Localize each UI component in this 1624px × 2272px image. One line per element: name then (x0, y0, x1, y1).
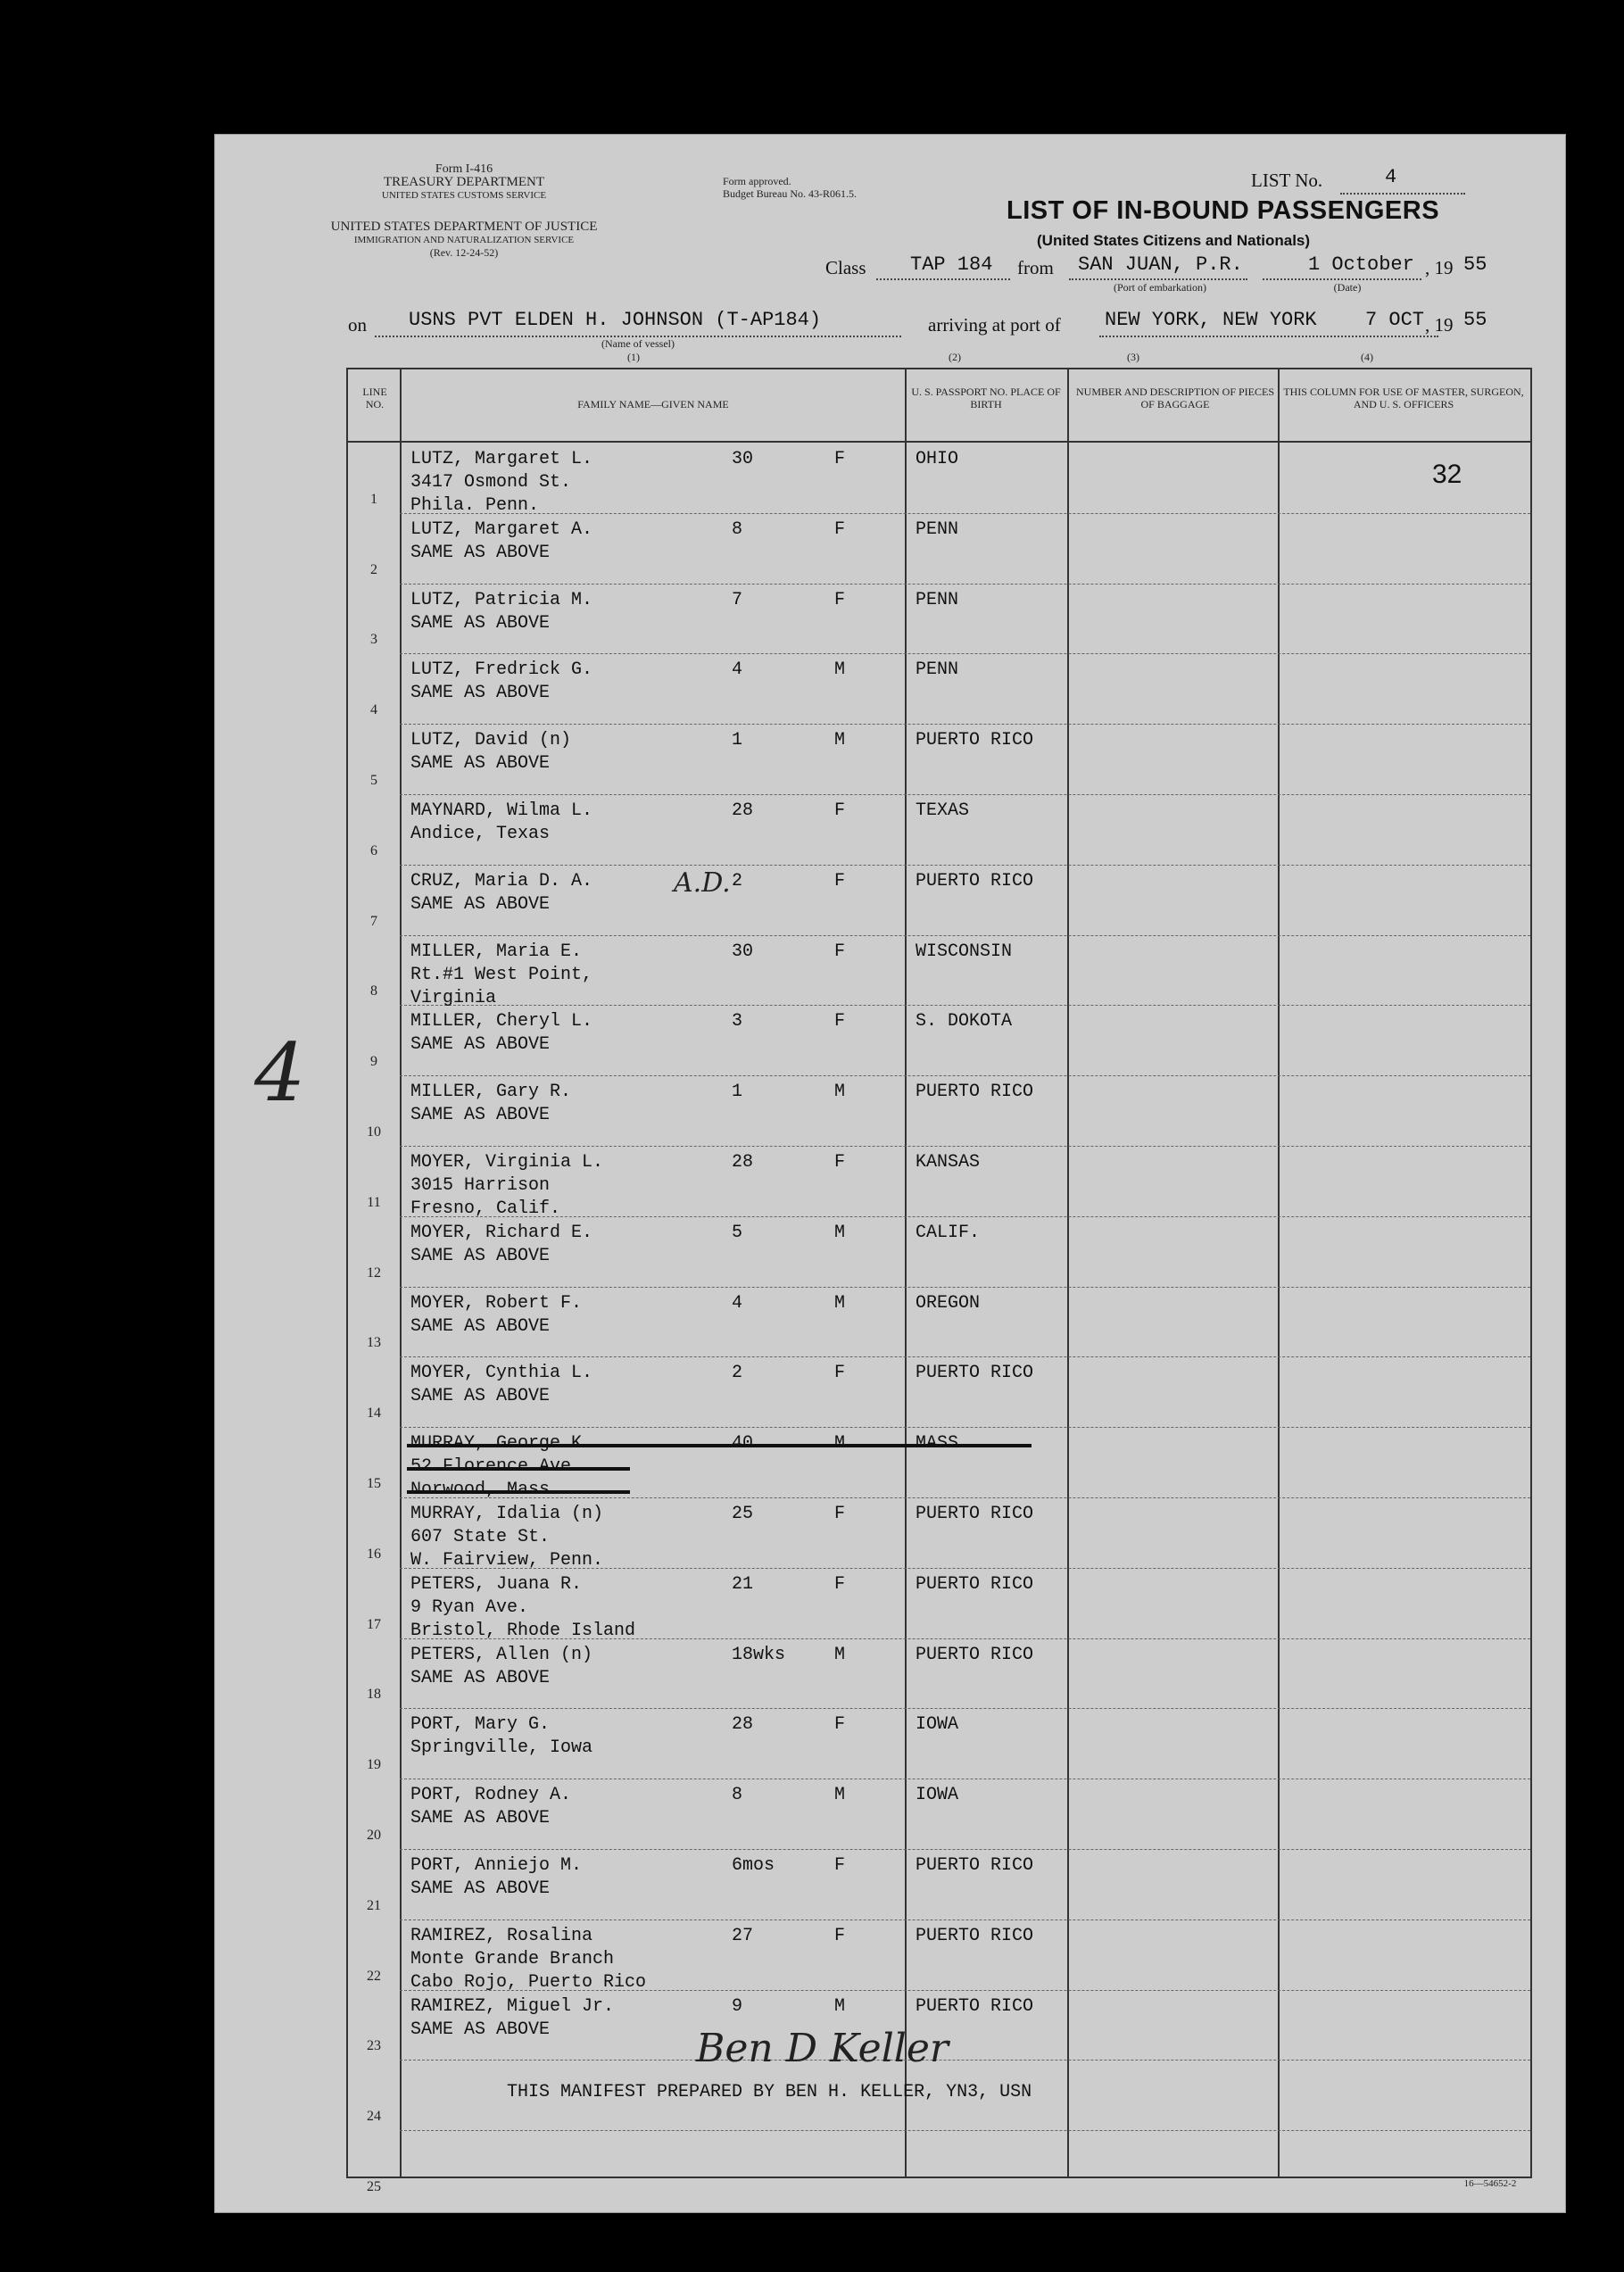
from-line (1069, 278, 1247, 280)
passenger-name (410, 1362, 592, 1408)
passenger-name (410, 1222, 592, 1268)
row-divider (400, 2130, 1530, 2131)
passenger-address: SAME AS ABOVE (410, 542, 551, 563)
passenger-birthplace: PUERTO RICO (916, 1504, 1034, 1524)
passenger-age: 4 (732, 659, 743, 681)
passenger-name (410, 518, 592, 565)
passenger-address: SAME AS ABOVE (410, 1105, 551, 1126)
passenger-age: 25 (732, 1504, 754, 1524)
passenger-address: SAME AS ABOVE (410, 1245, 551, 1266)
passenger-age: 2 (732, 870, 743, 891)
caption-2: (2) (949, 351, 961, 363)
line-number: 15 (367, 1476, 381, 1491)
document-title: LIST OF IN-BOUND PASSENGERS (1007, 196, 1440, 225)
passenger-birthplace: IOWA (916, 1714, 959, 1736)
date1-line (1263, 278, 1421, 280)
line-number: 7 (370, 913, 377, 929)
col-passport: U. S. PASSPORT NO. PLACE OF BIRTH (911, 386, 1061, 410)
row-divider (400, 1849, 1530, 1850)
year-prefix-1: , 19 (1425, 257, 1454, 278)
passenger-name-text: RAMIREZ, Miguel Jr. (410, 1995, 615, 2017)
passenger-birthplace: PENN (916, 518, 959, 540)
passenger-name-text: LUTZ, Fredrick G. (410, 659, 593, 681)
class-value: TAP 184 (910, 253, 993, 276)
passenger-sex: F (834, 1925, 846, 1946)
row-divider (400, 794, 1530, 795)
passenger-birthplace: PENN (916, 589, 959, 610)
passenger-age: 1 (732, 1082, 743, 1103)
passenger-age: 7 (732, 589, 743, 610)
passenger-sex: M (834, 1222, 846, 1243)
list-no-label: LIST No. (1251, 170, 1323, 191)
row-divider (400, 584, 1530, 585)
manifest-page (214, 134, 1566, 2213)
passenger-age: 30 (732, 941, 754, 962)
line-number: 13 (367, 1335, 381, 1351)
strike-through (407, 1490, 630, 1494)
passenger-birthplace: PUERTO RICO (916, 730, 1034, 751)
passenger-age: 1 (732, 730, 743, 751)
year-prefix-2: , 19 (1425, 314, 1454, 336)
passenger-age: 3 (732, 1011, 743, 1032)
passenger-name (410, 1995, 614, 2042)
form-number: Form I-416 (435, 162, 493, 176)
row-divider (400, 1708, 1530, 1709)
line-number: 23 (367, 2038, 381, 2054)
caption-4: (4) (1361, 351, 1373, 363)
passenger-name (410, 729, 571, 775)
line-number: 24 (367, 2109, 381, 2125)
passenger-name (410, 1854, 582, 1901)
arrival-line (1099, 336, 1438, 337)
passenger-age: 18wks (732, 1644, 786, 1665)
passenger-name-text: LUTZ, David (n) (410, 730, 572, 751)
line-number: 19 (367, 1757, 381, 1773)
line-number: 14 (367, 1405, 381, 1422)
date-caption: (Date) (1333, 281, 1362, 294)
passenger-age: 28 (732, 1714, 754, 1736)
passenger-birthplace: KANSAS (916, 1152, 981, 1173)
form-approved: Form approved. (723, 175, 791, 187)
form-revision: (Rev. 12-24-52) (429, 246, 499, 259)
passenger-name-text: PORT, Rodney A. (410, 1785, 572, 1806)
passenger-name-text: LUTZ, Patricia M. (410, 589, 593, 610)
caption-1: (1) (627, 351, 640, 363)
caption-3: (3) (1127, 351, 1139, 363)
line-number: 10 (367, 1124, 381, 1140)
passenger-sex: F (834, 1573, 846, 1595)
passenger-name (410, 800, 592, 846)
footer-code: 16—54652-2 (1463, 2178, 1517, 2189)
line-number: 25 (367, 2179, 381, 2194)
passenger-age: 28 (732, 800, 754, 821)
passenger-birthplace: WISCONSIN (916, 941, 1013, 962)
col-officers: THIS COLUMN FOR USE OF MASTER, SURGEON, AND U. S. OFFICERS (1283, 386, 1524, 410)
line-number: 20 (367, 1828, 381, 1843)
line-number: 6 (370, 842, 377, 858)
passenger-age: 30 (732, 449, 754, 469)
list-no-value: 4 (1385, 166, 1397, 188)
passenger-name (410, 448, 592, 518)
passenger-sex: M (834, 730, 846, 751)
passenger-birthplace: TEXAS (916, 800, 970, 821)
signature: Ben D Keller (696, 2026, 949, 2071)
passenger-sex: F (834, 1363, 846, 1384)
passenger-sex: F (834, 518, 846, 540)
passenger-birthplace: PUERTO RICO (916, 1644, 1034, 1665)
passenger-age: 27 (732, 1925, 754, 1946)
line-number: 9 (370, 1054, 377, 1070)
vessel-caption: (Name of vessel) (601, 337, 675, 350)
passenger-name-text: MOYER, Robert F. (410, 1292, 583, 1314)
ins-service: IMMIGRATION AND NATURALIZATION SERVICE (353, 235, 575, 245)
embarkation-caption: (Port of embarkation) (1114, 281, 1206, 294)
passenger-address: SAME AS ABOVE (410, 893, 551, 915)
passenger-address: SAME AS ABOVE (410, 2019, 551, 2040)
passenger-birthplace: PUERTO RICO (916, 1925, 1034, 1946)
passenger-address: 9 Ryan Ave. Bristol, Rhode Island (410, 1596, 636, 1641)
passenger-birthplace: PUERTO RICO (916, 1363, 1034, 1384)
passenger-name (410, 1573, 635, 1643)
passenger-name (410, 1925, 646, 1994)
row-divider (400, 935, 1530, 936)
line-number: 22 (367, 1968, 381, 1984)
passenger-name-text: MURRAY, Idalia (n) (410, 1504, 604, 1524)
line-number: 1 (370, 491, 377, 507)
passenger-birthplace: OREGON (916, 1292, 981, 1314)
passenger-name-text: MAYNARD, Wilma L. (410, 800, 593, 821)
passenger-name-text: MILLER, Maria E. (410, 941, 583, 962)
passenger-birthplace: OHIO (916, 449, 959, 469)
passenger-name-text: MOYER, Cynthia L. (410, 1363, 593, 1384)
strike-through (407, 1467, 630, 1471)
passenger-age: 5 (732, 1222, 743, 1243)
passenger-name-text: RAMIREZ, Rosalina (410, 1925, 593, 1946)
passenger-name-text: PORT, Mary G. (410, 1714, 551, 1736)
row-divider (400, 1427, 1530, 1428)
passenger-sex: M (834, 659, 846, 681)
passenger-age: 4 (732, 1292, 743, 1314)
passenger-sex: F (834, 870, 846, 891)
passenger-sex: F (834, 1504, 846, 1524)
passenger-sex: F (834, 1011, 846, 1032)
passenger-name (410, 659, 592, 705)
row-divider (400, 724, 1530, 725)
embark-year: 55 (1463, 253, 1487, 276)
passenger-sex: F (834, 589, 846, 610)
passenger-address: SAME AS ABOVE (410, 1878, 551, 1899)
passenger-address: SAME AS ABOVE (410, 1808, 551, 1829)
passenger-address: Monte Grande Branch Cabo Rojo, Puerto Rico (410, 1948, 647, 1993)
passenger-birthplace: CALIF. (916, 1222, 981, 1243)
passenger-sex: M (834, 1995, 846, 2017)
col-divider (1278, 369, 1280, 2177)
document-subtitle: (United States Citizens and Nationals) (1037, 232, 1311, 249)
row-divider (400, 1356, 1530, 1357)
arrival-date: 7 OCT (1365, 309, 1425, 331)
passenger-sex: M (834, 1785, 846, 1806)
passenger-birthplace: PUERTO RICO (916, 1573, 1034, 1595)
passenger-address: SAME AS ABOVE (410, 1667, 551, 1688)
passenger-sex: M (834, 1292, 846, 1314)
line-number: 21 (367, 1897, 381, 1913)
passenger-address: SAME AS ABOVE (410, 612, 551, 634)
passenger-address: 3015 Harrison Fresno, Calif. (410, 1175, 561, 1219)
passenger-address: SAME AS ABOVE (410, 1315, 551, 1337)
passenger-address: 3417 Osmond St. Phila. Penn. (410, 472, 572, 516)
class-label: Class (825, 257, 866, 278)
class-line (876, 278, 1010, 280)
passenger-name (410, 1081, 571, 1127)
embarkation-port: SAN JUAN, P.R. (1078, 253, 1243, 276)
passenger-birthplace: PUERTO RICO (916, 1082, 1034, 1103)
arrival-port: NEW YORK, NEW YORK (1105, 309, 1317, 331)
officer-note: 32 (1432, 460, 1462, 489)
row-divider (400, 2060, 1530, 2061)
line-number: 11 (367, 1194, 381, 1210)
passenger-name-text: MOYER, Richard E. (410, 1222, 593, 1243)
passenger-name-text: PETERS, Juana R. (410, 1573, 583, 1595)
col-line-no: LINE NO. (362, 386, 387, 410)
passenger-address: Rt.#1 West Point, Virginia (410, 964, 593, 1008)
passenger-birthplace: PUERTO RICO (916, 1995, 1034, 2017)
margin-mark: 4 (254, 1026, 306, 1120)
passenger-birthplace: PUERTO RICO (916, 870, 1034, 891)
on-label: on (348, 314, 367, 336)
passenger-name (410, 1010, 592, 1057)
passenger-name (410, 1713, 592, 1760)
line-number: 17 (367, 1616, 381, 1632)
passenger-address: SAME AS ABOVE (410, 683, 551, 704)
passenger-age: 28 (732, 1152, 754, 1173)
line-number: 12 (367, 1265, 381, 1281)
arrival-year: 55 (1463, 309, 1487, 331)
passenger-name-text: LUTZ, Margaret A. (410, 518, 593, 540)
row-divider (400, 1075, 1530, 1076)
vessel-name: USNS PVT ELDEN H. JOHNSON (T-AP184) (409, 309, 822, 331)
passenger-age: 2 (732, 1363, 743, 1384)
passenger-sex: F (834, 1152, 846, 1173)
passenger-age: 6mos (732, 1855, 775, 1876)
passenger-name (410, 870, 592, 916)
passenger-name-text: PETERS, Allen (n) (410, 1644, 593, 1665)
row-divider (400, 865, 1530, 866)
annotation: A.D. (674, 867, 731, 899)
passenger-name-text: PORT, Anniejo M. (410, 1855, 583, 1876)
from-label: from (1017, 257, 1054, 278)
passenger-name (410, 1784, 571, 1830)
passenger-name (410, 589, 592, 635)
customs-service: UNITED STATES CUSTOMS SERVICE (381, 190, 547, 201)
passenger-name-text: MILLER, Gary R. (410, 1082, 572, 1103)
passenger-birthplace: PUERTO RICO (916, 1855, 1034, 1876)
arriving-label: arriving at port of (928, 314, 1061, 336)
passenger-birthplace: IOWA (916, 1785, 959, 1806)
passenger-birthplace: PENN (916, 659, 959, 681)
passenger-age: 21 (732, 1573, 754, 1595)
passenger-address: Andice, Texas (410, 824, 551, 844)
manifest-note: THIS MANIFEST PREPARED BY BEN H. KELLER, YN3, USN (507, 2082, 1032, 2102)
line-number: 8 (370, 983, 377, 999)
passenger-birthplace: S. DOKOTA (916, 1011, 1013, 1032)
row-divider (400, 1146, 1530, 1147)
passenger-age: 9 (732, 1995, 743, 2017)
line-number: 4 (370, 702, 377, 718)
passenger-sex: F (834, 1855, 846, 1876)
passenger-name (410, 1292, 582, 1339)
strike-through (407, 1444, 1032, 1447)
embark-date: 1 October (1308, 253, 1414, 276)
passenger-name (410, 941, 592, 1010)
passenger-name (410, 1644, 592, 1690)
budget-bureau: Budget Bureau No. 43-R061.5. (723, 187, 857, 200)
passenger-name (410, 1503, 603, 1572)
col-divider (400, 369, 402, 2177)
line-number: 18 (367, 1687, 381, 1703)
passenger-sex: M (834, 1082, 846, 1103)
col-baggage: NUMBER AND DESCRIPTION OF PIECES OF BAGGAGE (1075, 386, 1275, 410)
passenger-sex: F (834, 941, 846, 962)
passenger-address: Springville, Iowa (410, 1737, 593, 1759)
passenger-name-text: CRUZ, Maria D. A. (410, 870, 593, 891)
passenger-name-text: MOYER, Virginia L. (410, 1152, 604, 1173)
line-number: 5 (370, 773, 377, 788)
passenger-address: SAME AS ABOVE (410, 753, 551, 775)
justice-dept: UNITED STATES DEPARTMENT OF JUSTICE (330, 220, 598, 234)
passenger-name-text: MILLER, Cheryl L. (410, 1011, 593, 1032)
passenger-sex: M (834, 1644, 846, 1665)
passenger-sex: F (834, 1714, 846, 1736)
passenger-address: SAME AS ABOVE (410, 1386, 551, 1407)
col-divider (905, 369, 907, 2177)
col-divider (1067, 369, 1069, 2177)
passenger-name-text: LUTZ, Margaret L. (410, 449, 593, 469)
row-divider (400, 1287, 1530, 1288)
passenger-sex: F (834, 800, 846, 821)
passenger-age: 8 (732, 518, 743, 540)
passenger-address: SAME AS ABOVE (410, 1034, 551, 1056)
passenger-address: 607 State St. W. Fairview, Penn. (410, 1527, 604, 1571)
row-divider (400, 653, 1530, 654)
passenger-name (410, 1151, 603, 1221)
passenger-age: 8 (732, 1785, 743, 1806)
col-family-name: FAMILY NAME—GIVEN NAME (577, 398, 729, 410)
treasury-dept: TREASURY DEPARTMENT (383, 175, 545, 189)
line-number: 16 (367, 1546, 381, 1562)
table-header (348, 369, 1530, 443)
line-number: 2 (370, 561, 377, 577)
line-number: 3 (370, 632, 377, 648)
passenger-sex: F (834, 449, 846, 469)
list-no-line (1340, 193, 1465, 195)
